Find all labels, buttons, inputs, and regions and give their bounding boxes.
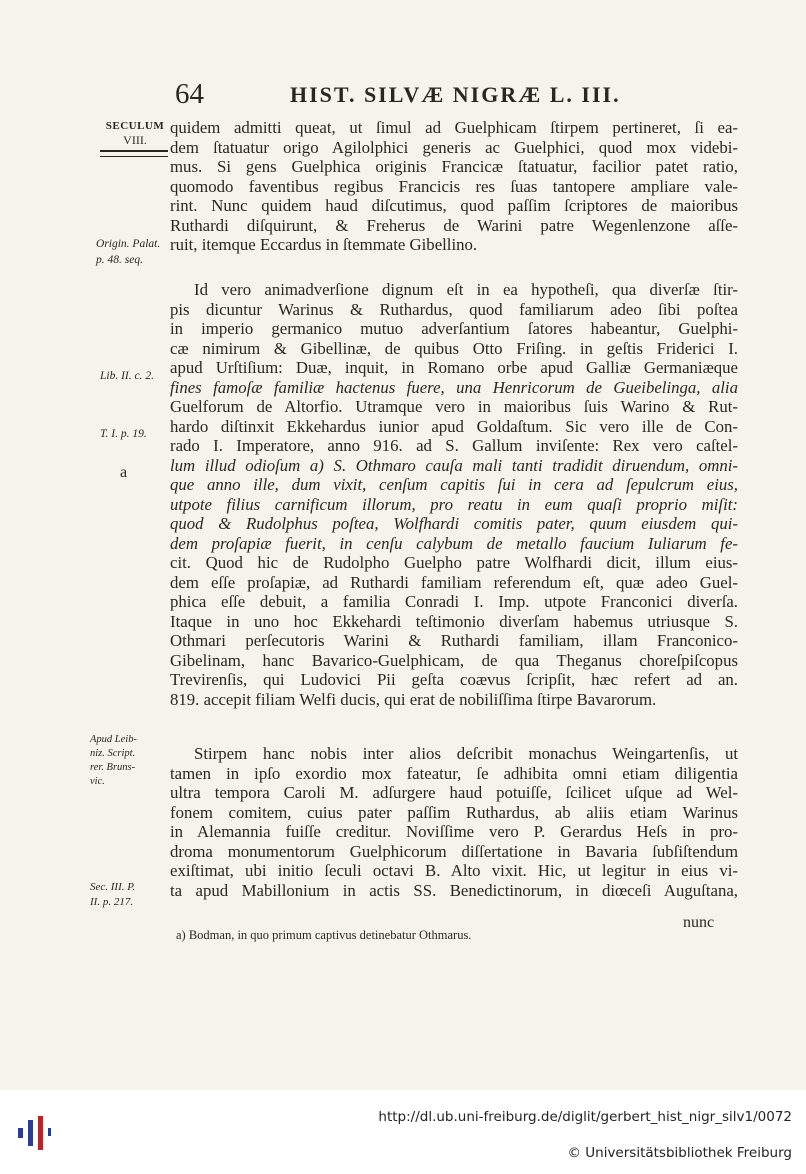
library-logo-icon [12,1098,52,1154]
margin-note-line: vic. [90,776,105,787]
section-tag [104,120,166,148]
text-line: droma monumentorum Guelphicorum diſſertatione in Bavaria ſubſiſtendum [170,841,738,861]
source-url-link[interactable]: http://dl.ub.uni-freiburg.de/diglit/gerbert_hist_nigr_silv1/0072 [378,1109,792,1125]
text-line: Id vero animadverſione dignum eſt in ea hypotheſi, qua diverſæ ſtir- [194,280,738,299]
margin-note-line: Sec. III. P. [90,881,136,893]
text-line: ultra tempora Caroli M. adſurgere haud potuiſſe, ſcilicet uſque ad Wel- [170,783,738,802]
text-line: Ruthardi diſquirunt, & Freherus de Warini patre Wegenlenzone aſſe- [170,215,738,235]
text-line: dem proſapiæ fuerit, in cenſu calybum de metallo faucium Iuliarum fe- [170,533,738,553]
text-line: dem eſſe proſapiæ, ad Ruthardi familiam referendum eſt, quæ adeo Guel- [170,572,738,592]
text-line: rado I. Imperatore, anno 916. ad S. Gallum inviſente: Rex vero caſtel- [170,436,738,455]
margin-note-a: a [120,464,128,481]
text-line: pis dicuntur Warinus & Ruthardus, quod familiarum adeo ſibi poſtea [170,299,738,319]
margin-note-line: Origin. Palat. [96,238,161,250]
margin-note-origin [96,236,174,268]
copyright-notice: © Universitätsbibliothek Freiburg [567,1145,792,1161]
text-line: ruit, itemque Eccardus in ſtemmate Gibellino. [170,235,478,254]
text-line: Itaque in uno hoc Ekkehardi teſtimonio diverſam habemus utriusque S. [170,611,738,631]
text-line: quod & Rudolphus poſtea, Wolfhardi comitis pater, quum eiusdem qui- [170,514,738,533]
margin-note-t1: T. I. p. 19. [100,428,147,440]
text-line: utpote filius carnificum illorum, pro reatu in eum quaſi proprio miſit: [170,494,738,514]
text-line: lum illud odioſum a) S. Othmaro cauſa mali tanti tradidit diruendum, omni- [170,455,738,475]
text-line: Stirpem hanc nobis inter alios deſcribit monachus Weingartenſis, ut [194,744,738,763]
margin-note-line: II. p. 217. [90,896,134,908]
margin-note-line: p. 48. seq. [96,254,143,266]
text-line: quidem admitti queat, ut ſimul ad Guelphicam ſtirpem pertineret, ſi ea- [170,118,738,137]
text-line: Othmari perſecutoris Warini & Ruthardi familiam, illam Franconico- [170,631,738,650]
text-line: Trevirenſis, qui Ludovici Pii geſta coævus ſcripſit, hæc refert ad an. [170,670,738,689]
footer-bar [0,1090,806,1174]
text-line: in Alemannia fuiſſe creditur. Noviſſime vero P. Gerardus Heſs in pro- [170,822,738,841]
text-line: hardo diſtinxit Ekkehardus iunior apud Goldaſtum. Sic vero ille de Con- [170,416,738,436]
text-line: 819. accepit filiam Welfi ducis, qui erat de nobiliſſima ſtirpe Bavarorum. [170,689,657,709]
text-line: ta apud Mabillonium in actis SS. Benedictinorum, in diœceſi Auguſtana, [170,880,738,900]
text-line: Gibelinam, hanc Bavarico-Guelphicam, de qua Theganus choreſpiſcopus [170,650,738,670]
margin-note-apud [90,733,168,789]
page-number: 64 [175,78,204,110]
text-line: phica eſſe debuit, a familia Conradi I. Imp. utpote Franconici diverſa. [170,592,738,611]
margin-note-sec [90,880,168,910]
footnote: a) Bodman, in quo primum captivus detinebatur Othmarus. [176,928,472,942]
text-line: rint. Nunc quidem haud diſcutimus, quod paſſim ſcriptores de maioribus [170,196,738,215]
text-line: tamen in ipſo exordio mox fateatur, ſe adhibita omni etiam diligentia [170,763,738,783]
text-line: cæ nimirum & Gibellinæ, de quibus Otto Friſing. in geſtis Friderici I. [170,338,738,358]
text-line: in imperio germanico mutuo adverſantium ſatores habeantur, Guelphi- [170,319,738,338]
catchword: nunc [683,914,715,931]
text-line: fines famoſæ familiæ hactenus fuere, una Henricorum de Gueibelinga, alia [170,377,738,397]
running-head: HIST. SILVÆ NIGRÆ L. III. [290,82,621,107]
margin-note-line: niz. Script. [90,748,136,759]
text-line: Guelforum de Altorfio. Utramque vero in maioribus ſuis Warino & Rut- [170,397,738,416]
text-line: cit. Quod hic de Rudolpho Guelpho patre Wolfhardi dicit, illum eius- [170,553,738,572]
text-line: quomodo faventibus regibus Francicis res ſuas tantopere ampliare vale- [170,176,738,196]
text-line: exiſtimat, ubi initio ſeculi octavi B. Alto vixit. Hic, ut legitur in eius vi- [170,861,738,880]
text-line: mus. Si gens Guelphica originis Francicæ ſtatuatur, facilior patet ratio, [170,157,738,176]
paragraph-2 [170,280,738,709]
margin-note-lib: Lib. II. c. 2. [100,370,154,382]
margin-note-line: rer. Bruns- [90,762,136,773]
paragraph-3 [170,744,738,900]
paragraph-1 [170,118,738,255]
page-header [170,78,740,112]
section-tag-number: VIII. [123,133,147,147]
margin-note-line: Apud Leib- [90,734,137,745]
section-tag-label: SECULUM [105,120,165,132]
text-line: fonem comitem, cuius pater paſſim Ruthardus, ab aliis etiam Warinus [170,802,738,822]
section-rule [100,150,168,157]
text-line: que anno ille, dum vixit, cenſum capitis ſui in cera ad ſepulcrum eius, [170,475,738,494]
text-line: apud Urſtiſium: Duæ, inquit, in Romano orbe apud Galliæ Germaniæque [170,358,738,377]
text-line: dem ſtatuatur origo Agilolphici generis ac Guelphici, quod mox videbi- [170,137,738,157]
